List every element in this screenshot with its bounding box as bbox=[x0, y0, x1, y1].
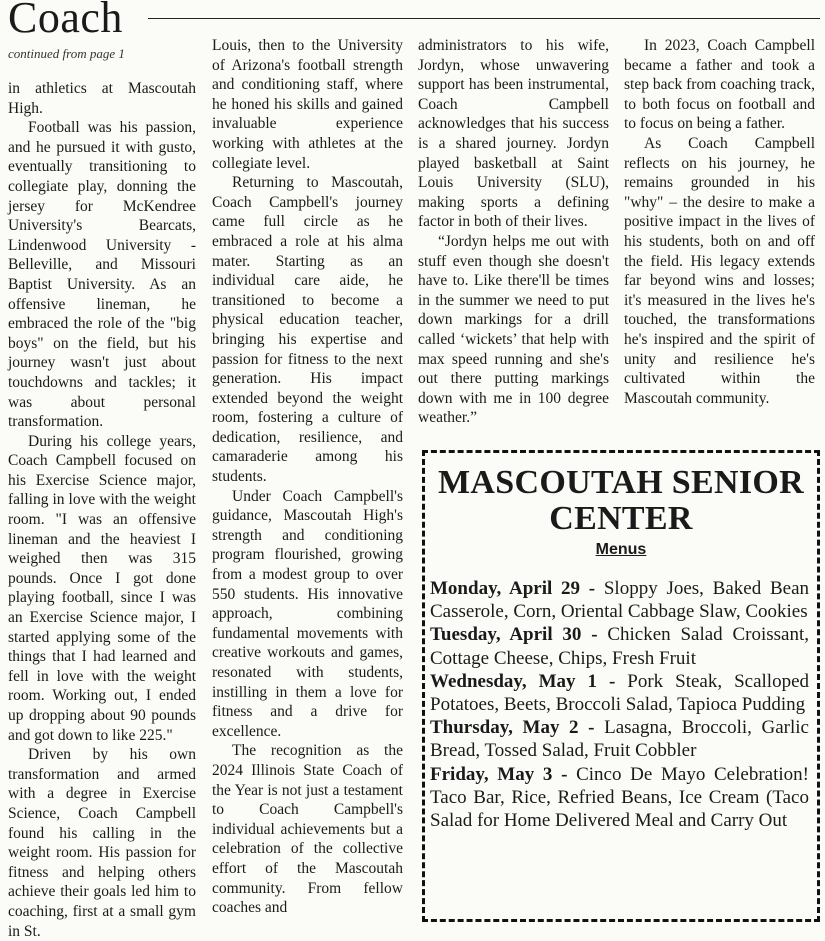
paragraph: administrators to his wife, Jordyn, whose unwavering support has been instrumental, Coach Campbell acknowledges that his success is a shared journey. Jordyn played basketball at Saint Louis University (SLU), making sports a defining factor in both of their lives. bbox=[418, 37, 609, 231]
continued-note: continued from page 1 bbox=[8, 46, 125, 61]
article-column-3 bbox=[418, 36, 609, 428]
header-rule bbox=[148, 18, 820, 19]
menu-text: Lasagna, Broccoli, Garlic Bread, Tossed Salad, Fruit Cobbler bbox=[430, 717, 809, 762]
article-column-1 bbox=[8, 79, 196, 941]
menu-item bbox=[430, 577, 809, 623]
article-column-2 bbox=[212, 36, 403, 918]
menu-text: Chicken Salad Croissant, Cottage Cheese, Chips, Fresh Fruit bbox=[430, 624, 809, 669]
menu-item bbox=[430, 623, 809, 669]
paragraph: “Jordyn helps me out with stuff even though she doesn't have to. Like there'll be times in the summer we need to put down markings for a drill called ‘wickets’ that help with max speed running and she's out there putting markings down with me in 100 degree weather.” bbox=[418, 232, 609, 427]
paragraph: In 2023, Coach Campbell became a father and took a step back from coaching track, to both focus on football and to focus on being a father. bbox=[624, 37, 815, 133]
box-title-line-1: MASCOUTAH SENIOR bbox=[438, 464, 804, 501]
article-column-4 bbox=[624, 36, 815, 408]
menu-day: Thursday, May 2 - bbox=[430, 717, 595, 739]
paragraph: During his college years, Coach Campbell focused on his Exercise Science major, falling in love with the weight room. "I was an offensive lineman and the heaviest I weighed then was 315 pounds. Once I got done playing football, since I was an Exercise Science major, I started applying some of the things that I had learned and fell in love with the weight room. Working out, I ended up dropping about 90 pounds and got down to like 225." bbox=[8, 432, 196, 744]
menu-list bbox=[430, 577, 809, 832]
article-title: Coach bbox=[8, 0, 123, 42]
menu-text: Cinco De Mayo Celebration! Taco Bar, Rice, Refried Beans, Ice Cream (Taco Salad for Home Delivered Meal and Carry Out bbox=[430, 763, 809, 832]
senior-center-menu-box bbox=[422, 450, 820, 922]
menu-day: Monday, April 29 - bbox=[430, 578, 596, 599]
paragraph: in athletics at Mascoutah High. bbox=[8, 80, 196, 117]
box-title bbox=[425, 465, 817, 537]
menu-text: Pork Steak, Scalloped Potatoes, Beets, Broccoli Salad, Tapioca Pudding bbox=[430, 670, 809, 716]
paragraph: Under Coach Campbell's guidance, Mascoutah High's strength and conditioning program flourished, growing from a modest group to over 550 students. His innovative approach, combining fundamental movements with creative workouts and games, resonated with students, instilling in them a love for fitness and a drive for excellence. bbox=[212, 487, 403, 740]
paragraph: The recognition as the 2024 Illinois State Coach of the Year is not just a testament to Coach Campbell's individual achievements but a celebration of the collective effort of the Mascoutah community. From fellow coaches and bbox=[212, 742, 403, 917]
paragraph: As Coach Campbell reflects on his journey, he remains grounded in his "why" – the desire to make a positive impact in the lives of his students, both on and off the field. His legacy extends far beyond wins and losses; it's measured in the lives he's touched, the transformations he's inspired and the spirit of unity and resilience he's cultivated within the Mascoutah community. bbox=[624, 134, 815, 407]
menu-item bbox=[430, 763, 809, 833]
menus-label: Menus bbox=[595, 541, 647, 558]
menu-item bbox=[430, 716, 809, 762]
menu-day: Friday, May 3 - bbox=[430, 763, 568, 785]
paragraph: Returning to Mascoutah, Coach Campbell's journey came full circle as he embraced a role at his alma mater. Starting as an individual care aide, he transitioned to become a physical education teacher, bringing his expertise and passion for fitness to the next generation. His impact extended beyond the weight room, fostering a culture of dedication, resilience, and camaraderie among his students. bbox=[212, 174, 403, 486]
menu-day: Tuesday, April 30 - bbox=[430, 624, 598, 646]
menu-item bbox=[430, 670, 809, 716]
paragraph: Football was his passion, and he pursued it with gusto, eventually transitioning to collegiate play, donning the jersey for McKendree University's Bearcats, Lindenwood University - Belleville, and Missouri Baptist University. As an offensive lineman, he embraced the role of the "big boys" on the field, but his journey wasn't just about touchdowns and tackles; it was about personal transformation. bbox=[8, 119, 196, 431]
menu-text: Sloppy Joes, Baked Bean Casserole, Corn, Oriental Cabbage Slaw, Cookies bbox=[430, 578, 809, 623]
paragraph: Louis, then to the University of Arizona's football strength and conditioning staff, where he honed his skills and gained invaluable experience working with athletes at the collegiate level. bbox=[212, 37, 403, 172]
box-title-line-2: CENTER bbox=[549, 500, 693, 537]
menu-day: Wednesday, May 1 - bbox=[430, 670, 616, 692]
paragraph: Driven by his own transformation and armed with a degree in Exercise Science, Coach Campbell found his calling in the weight room. His passion for fitness and helping others achieve their goals led him to coaching, first at a small gym in St. bbox=[8, 746, 196, 940]
